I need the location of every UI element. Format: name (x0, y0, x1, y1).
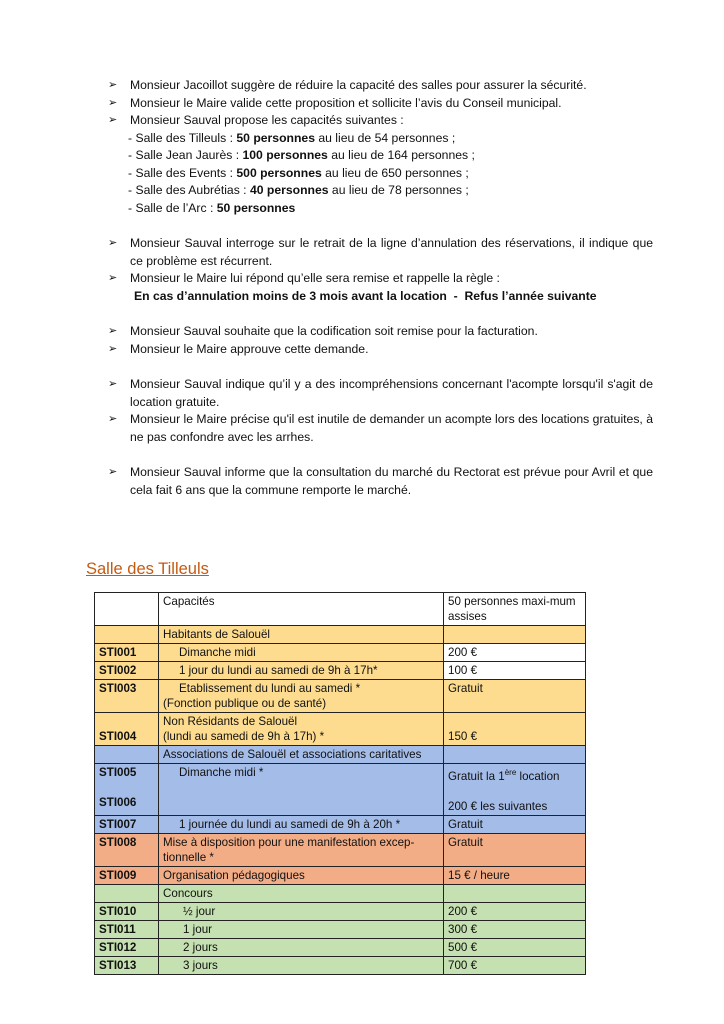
table-row: STI005 STI006 Dimanche midi * Gratuit la 1ère location 200 € les suivantes (95, 764, 586, 816)
capacity-item: - Salle des Aubrétias : 40 personnes au lieu de 78 personnes ; (128, 183, 469, 197)
arrow-bullet-icon: ➢ (108, 96, 118, 109)
bullet-item: ➢ Monsieur Sauval souhaite que la codification soit remise pour la facturation. (108, 323, 653, 341)
arrow-bullet-icon: ➢ (108, 325, 118, 337)
table-row: STI004 Non Résidants de Salouël (lundi au samedi de 9h à 17h) * 150 € (95, 713, 586, 746)
arrow-bullet-icon: ➢ (108, 114, 118, 126)
section-title: Salle des Tilleuls (86, 560, 209, 578)
bullet-item: ➢ Monsieur Sauval interroge sur le retrait de la ligne d’annulation des réservations, il indique que ce problème est récurrent. (108, 236, 653, 268)
table-row: STI009 Organisation pédagogiques 15 € / heure (95, 866, 586, 884)
capacity-item: - Salle de l’Arc : 50 personnes (128, 200, 296, 215)
arrow-bullet-icon: ➢ (108, 79, 118, 91)
table-row: Associations de Salouël et associations caritatives (95, 746, 586, 764)
pricing-table (94, 592, 586, 975)
bullet-item: ➢ Monsieur Jacoillot suggère de réduire la capacité des salles pour assurer la sécurité. (108, 77, 653, 95)
arrow-bullet-icon: ➢ (108, 378, 118, 390)
table-row: STI013 3 jours 700 € (95, 956, 586, 974)
bullet-item: ➢ Monsieur le Maire approuve cette demande. (108, 341, 653, 359)
table-row: STI010 ½ jour 200 € (95, 902, 586, 920)
capacity-item: - Salle des Events : 500 personnes au lieu de 650 personnes ; (128, 165, 469, 180)
table-row: Habitants de Salouël (95, 626, 586, 644)
table-row: STI002 1 jour du lundi au samedi de 9h à 17h* 100 € (95, 662, 586, 680)
bullet-item: ➢ Monsieur le Maire lui répond qu’elle sera remise et rappelle la règle : (108, 270, 653, 288)
table-row: Concours (95, 884, 586, 902)
arrow-bullet-icon: ➢ (108, 466, 118, 478)
table-row: STI011 1 jour 300 € (95, 920, 586, 938)
bullet-item: ➢ Monsieur Sauval informe que la consultation du marché du Rectorat est prévue pour Avril et que cela fait 6 ans que la commune remporte le marché. (108, 465, 653, 497)
table-row: STI008 Mise à disposition pour une manifestation excep-tionnelle * Gratuit (95, 833, 586, 866)
table-row: STI007 1 journée du lundi au samedi de 9h à 20h * Gratuit (95, 815, 586, 833)
bullet-item: ➢ Monsieur le Maire précise qu'il est inutile de demander un acompte lors des locations gratuites, à ne pas confondre avec les arrhes. (108, 412, 653, 444)
arrow-bullet-icon: ➢ (108, 237, 118, 249)
capacity-item: - Salle Jean Jaurès : 100 personnes au lieu de 164 personnes ; (128, 148, 475, 162)
bullet-item: ➢ Monsieur le Maire valide cette proposition et sollicite l’avis du Conseil municipal. (108, 95, 653, 113)
table-row: STI001 Dimanche midi 200 € (95, 644, 586, 662)
minutes-bullets (108, 77, 653, 499)
table-row: STI012 2 jours 500 € (95, 938, 586, 956)
arrow-bullet-icon: ➢ (108, 342, 118, 355)
bullet-item: ➢ Monsieur Sauval propose les capacités suivantes : (108, 112, 653, 130)
bullet-item: ➢ Monsieur Sauval indique qu’il y a des incompréhensions concernant l'acompte lorsqu'il s'agit de location gratuite. (108, 377, 653, 409)
table-row: STI003 Etablissement du lundi au samedi * (Fonction publique ou de santé) Gratuit (95, 680, 586, 713)
arrow-bullet-icon: ➢ (108, 272, 118, 284)
arrow-bullet-icon: ➢ (108, 413, 118, 425)
table-header-row: Capacités 50 personnes maxi-mum assises (95, 593, 586, 626)
capacity-item: - Salle des Tilleuls : 50 personnes au lieu de 54 personnes ; (128, 130, 456, 145)
cancellation-rule: En cas d’annulation moins de 3 mois avant la location - Refus l’année suivante (134, 288, 597, 303)
